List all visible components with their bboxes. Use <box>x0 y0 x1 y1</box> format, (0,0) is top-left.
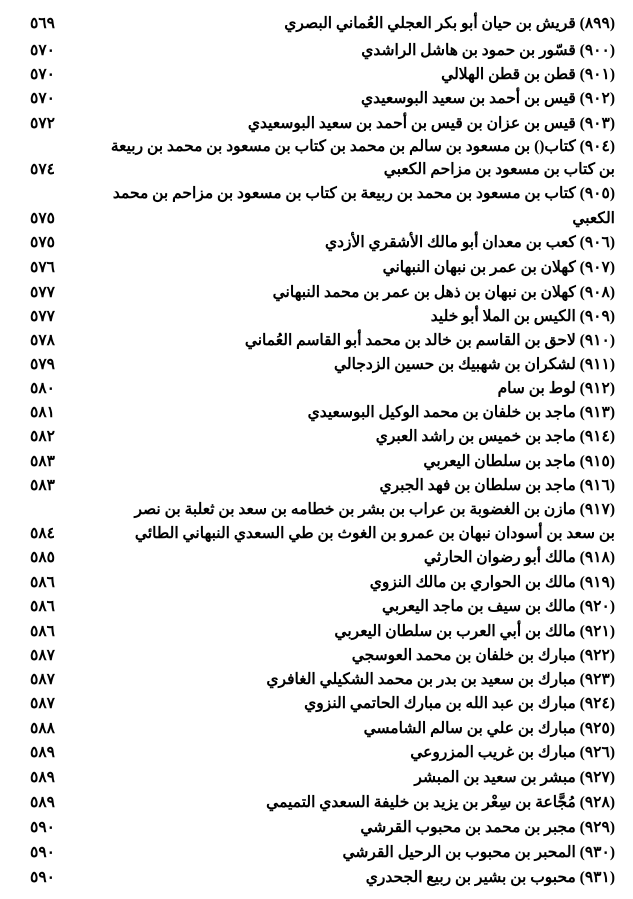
index-entry <box>0 571 633 594</box>
entry-page-number: ٥٩٠ <box>30 869 55 886</box>
index-entry <box>0 692 633 715</box>
entry-title: (٩٠٢) قيس بن أحمد بن سعيد البوسعيدي <box>360 90 615 107</box>
entry-page-number: ٥٨٦ <box>30 598 55 615</box>
entry-page-number: ٥٧٤ <box>30 161 55 178</box>
entry-page-number: ٥٨٩ <box>30 744 55 761</box>
entry-title: (٩١٠) لاحق بن القاسم بن خالد بن محمد أبو القاسم العُماني <box>244 332 615 349</box>
index-entry <box>0 401 633 424</box>
entry-title: (٩٠١) قطن بن قطن الهلالي <box>441 66 615 83</box>
entry-page-number: ٥٧٠ <box>30 66 55 83</box>
index-entry <box>0 329 633 352</box>
entry-title: (٩٢٩) مجبر بن محمد بن محبوب القرشي <box>360 819 615 836</box>
entry-title: (٩٢٢) مبارك بن خلفان بن محمد العوسجي <box>351 647 615 664</box>
index-entry <box>0 644 633 667</box>
entry-page-number: ٥٧٥ <box>30 210 55 227</box>
entry-title: (٩٢٨) مُجَّاعة بن سِعْر بن يزيد بن خليفة السعدي التميمي <box>266 794 615 811</box>
entry-title: (٩٠٠) قسّور بن حمود بن هاشل الراشدي <box>361 42 615 59</box>
entry-page-number: ٥٦٩ <box>30 15 55 32</box>
entry-title: (٩٠٨) كهلان بن نبهان بن ذهل بن عمر بن محمد النبهاني <box>272 284 615 301</box>
index-entry <box>0 231 633 254</box>
entry-page-number: ٥٧٨ <box>30 332 55 349</box>
entry-page-number: ٥٨٣ <box>30 477 55 494</box>
index-entry <box>0 87 633 110</box>
index-entry-continuation <box>0 522 633 545</box>
entry-title: (٩٢١) مالك بن أبي العرب بن سلطان اليعربي <box>334 623 615 640</box>
entry-page-number: ٥٨٣ <box>30 453 55 470</box>
index-entry <box>0 63 633 86</box>
entry-page-number: ٥٧٢ <box>30 115 55 132</box>
entry-page-number: ٥٨٢ <box>30 428 55 445</box>
entry-page-number: ٥٨٩ <box>30 794 55 811</box>
entry-page-number: ٥٩٠ <box>30 819 55 836</box>
index-entry <box>0 281 633 304</box>
entry-title: (٩٠٤) كتاب() بن مسعود بن سالم بن محمد بن كتاب بن مسعود بن محمد بن ربيعة <box>110 138 615 155</box>
entry-title-continuation: الكعبي <box>572 210 615 227</box>
entry-title: (٨٩٩) قريش بن حيان أبو بكر العجلي العُماني البصري <box>284 15 615 32</box>
index-entry <box>0 474 633 497</box>
entry-page-number: ٥٨١ <box>30 404 55 421</box>
index-entry <box>0 620 633 643</box>
index-entry <box>0 450 633 473</box>
index-entry <box>0 305 633 328</box>
entry-page-number: ٥٧٠ <box>30 42 55 59</box>
entry-title: (٩١٨) مالك أبو رضوان الحارثي <box>423 549 615 566</box>
index-entry <box>0 377 633 400</box>
entry-title: (٩١٣) ماجد بن خلفان بن محمد الوكيل البوسعيدي <box>307 404 615 421</box>
entry-page-number: ٥٨٦ <box>30 574 55 591</box>
index-entry <box>0 841 633 864</box>
entry-title: (٩٠٧) كهلان بن عمر بن نبهان النبهاني <box>382 259 615 276</box>
entry-title: (٩٠٥) كتاب بن مسعود بن محمد بن ربيعة بن كتاب بن مسعود بن مزاحم بن محمد <box>112 185 615 202</box>
entry-page-number: ٥٧٥ <box>30 234 55 251</box>
index-entry <box>0 256 633 279</box>
entry-page-number: ٥٧٧ <box>30 284 55 301</box>
entry-title: (٩١٩) مالك بن الحواري بن مالك النزوي <box>369 574 615 591</box>
index-entry <box>0 425 633 448</box>
index-entry <box>0 668 633 691</box>
index-entry <box>0 135 633 158</box>
entry-title: (٩١٢) لوط بن سام <box>497 380 615 397</box>
entry-title: (٩٢٣) مبارك بن سعيد بن بدر بن محمد الشكيلي الغافري <box>266 671 615 688</box>
index-entry <box>0 39 633 62</box>
entry-page-number: ٥٨٩ <box>30 769 55 786</box>
index-entry <box>0 353 633 376</box>
index-entry <box>0 741 633 764</box>
index-entry <box>0 12 633 35</box>
entry-page-number: ٥٨٧ <box>30 647 55 664</box>
entry-page-number: ٥٩٠ <box>30 844 55 861</box>
entry-title: (٩٢٦) مبارك بن غريب المزروعي <box>410 744 615 761</box>
entry-title-continuation: بن كتاب بن مسعود بن مزاحم الكعبي <box>383 161 615 178</box>
entry-title: (٩٠٩) الكيس بن الملا أبو خليد <box>430 308 615 325</box>
entry-title: (٩٢٧) مبشر بن سعيد بن المبشر <box>414 769 615 786</box>
index-entry <box>0 595 633 618</box>
entry-page-number: ٥٨٠ <box>30 380 55 397</box>
entry-title: (٩١٦) ماجد بن سلطان بن فهد الجبري <box>379 477 615 494</box>
entry-title: (٩١٥) ماجد بن سلطان اليعربي <box>423 453 615 470</box>
index-entry <box>0 717 633 740</box>
entry-title: (٩٢٠) مالك بن سيف بن ماجد اليعربي <box>381 598 615 615</box>
entry-title: (٩٢٥) مبارك بن علي بن سالم الشامسي <box>363 720 615 737</box>
entry-page-number: ٥٧٦ <box>30 259 55 276</box>
entry-page-number: ٥٨٨ <box>30 720 55 737</box>
entry-page-number: ٥٨٧ <box>30 671 55 688</box>
index-entry <box>0 546 633 569</box>
entry-title: (٩٣٠) المحبر بن محبوب بن الرحيل القرشي <box>342 844 615 861</box>
index-entry <box>0 791 633 814</box>
entry-title: (٩٢٤) مبارك بن عبد الله بن مبارك الحاتمي النزوي <box>304 695 615 712</box>
entry-title: (٩٣١) محبوب بن بشير بن ربيع الجحدري <box>365 869 615 886</box>
entry-title: (٩٠٦) كعب بن معدان أبو مالك الأشقري الأزدي <box>324 234 615 251</box>
index-entry <box>0 816 633 839</box>
entry-title-continuation: بن سعد بن أسودان نبهان بن عمرو بن الغوث بن طي السعدي النبهاني الطائي <box>134 525 615 542</box>
entry-page-number: ٥٧٠ <box>30 90 55 107</box>
entry-page-number: ٥٨٥ <box>30 549 55 566</box>
entry-title: (٩١١) لشكران بن شهبيك بن حسين الزدجالي <box>333 356 615 373</box>
index-entry <box>0 866 633 889</box>
index-entry <box>0 766 633 789</box>
entry-title: (٩١٤) ماجد بن خميس بن راشد العبري <box>375 428 615 445</box>
entry-page-number: ٥٨٦ <box>30 623 55 640</box>
entry-page-number: ٥٨٤ <box>30 525 55 542</box>
entry-title: (٩٠٣) قيس بن عزان بن قيس بن أحمد بن سعيد البوسعيدي <box>247 115 615 132</box>
index-entry <box>0 182 633 205</box>
index-entry <box>0 498 633 521</box>
index-entry-continuation <box>0 207 633 230</box>
entry-page-number: ٥٨٧ <box>30 695 55 712</box>
index-entry-continuation <box>0 158 633 181</box>
entry-title: (٩١٧) مازن بن الغضوبة بن عراب بن بشر بن خطامه بن سعد بن ثعلبة بن نصر <box>134 501 615 518</box>
index-entry <box>0 112 633 135</box>
entry-page-number: ٥٧٧ <box>30 308 55 325</box>
entry-page-number: ٥٧٩ <box>30 356 55 373</box>
